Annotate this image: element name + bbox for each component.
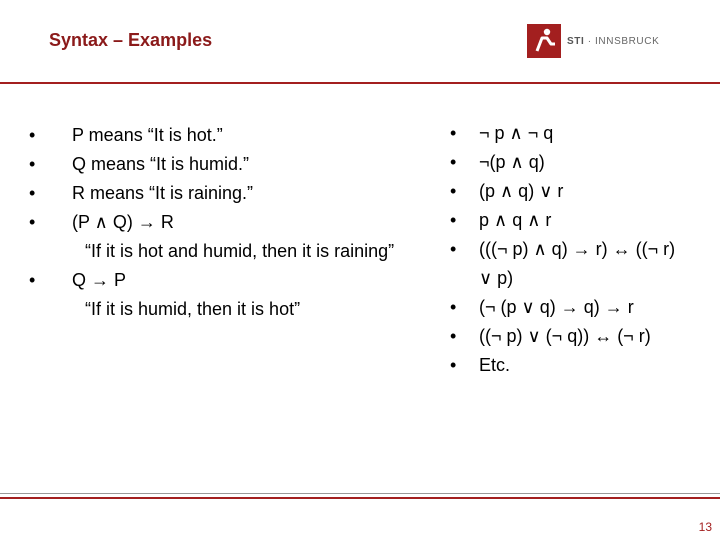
list-item: • ¬(p ∧ q) xyxy=(450,148,675,177)
footer-divider-thin xyxy=(0,493,720,494)
logo-city: INNSBRUCK xyxy=(595,36,660,47)
logo-separator: · xyxy=(584,36,596,47)
header-divider xyxy=(0,82,720,84)
list-item: • Etc. xyxy=(450,351,675,380)
list-item-explanation: “If it is humid, then it is hot” xyxy=(85,299,301,319)
list-item-explanation: “If it is hot and humid, then it is raining” xyxy=(85,241,395,261)
list-item: • P means “It is hot.” xyxy=(29,121,394,150)
list-item: • (¬ (p ∨ q) → q) → r xyxy=(450,293,675,322)
list-item: • ((¬ p) ∨ (¬ q)) ↔ (¬ r) xyxy=(450,322,675,351)
slide-title: Syntax – Examples xyxy=(49,30,213,50)
list-item-continuation: ∨ p) xyxy=(479,268,514,288)
right-bullet-list xyxy=(450,119,675,380)
list-item: • p ∧ q ∧ r xyxy=(450,206,675,235)
list-item: • R means “It is raining.” xyxy=(29,179,394,208)
list-item: • (P ∧ Q) → R xyxy=(29,208,394,237)
list-item: • Q → P xyxy=(29,266,394,295)
list-item: • ¬ p ∧ ¬ q xyxy=(450,119,675,148)
logo-text xyxy=(567,36,659,47)
sti-logo-icon xyxy=(527,24,561,58)
list-item: • (p ∧ q) ∨ r xyxy=(450,177,675,206)
footer-divider xyxy=(0,497,720,499)
page-number: 13 xyxy=(698,520,712,534)
list-item: • Q means “It is humid.” xyxy=(29,150,394,179)
logo-brand: STI xyxy=(567,36,585,47)
list-item: • (((¬ p) ∧ q) → r) ↔ ((¬ r) xyxy=(450,235,675,264)
left-bullet-list xyxy=(29,121,394,324)
